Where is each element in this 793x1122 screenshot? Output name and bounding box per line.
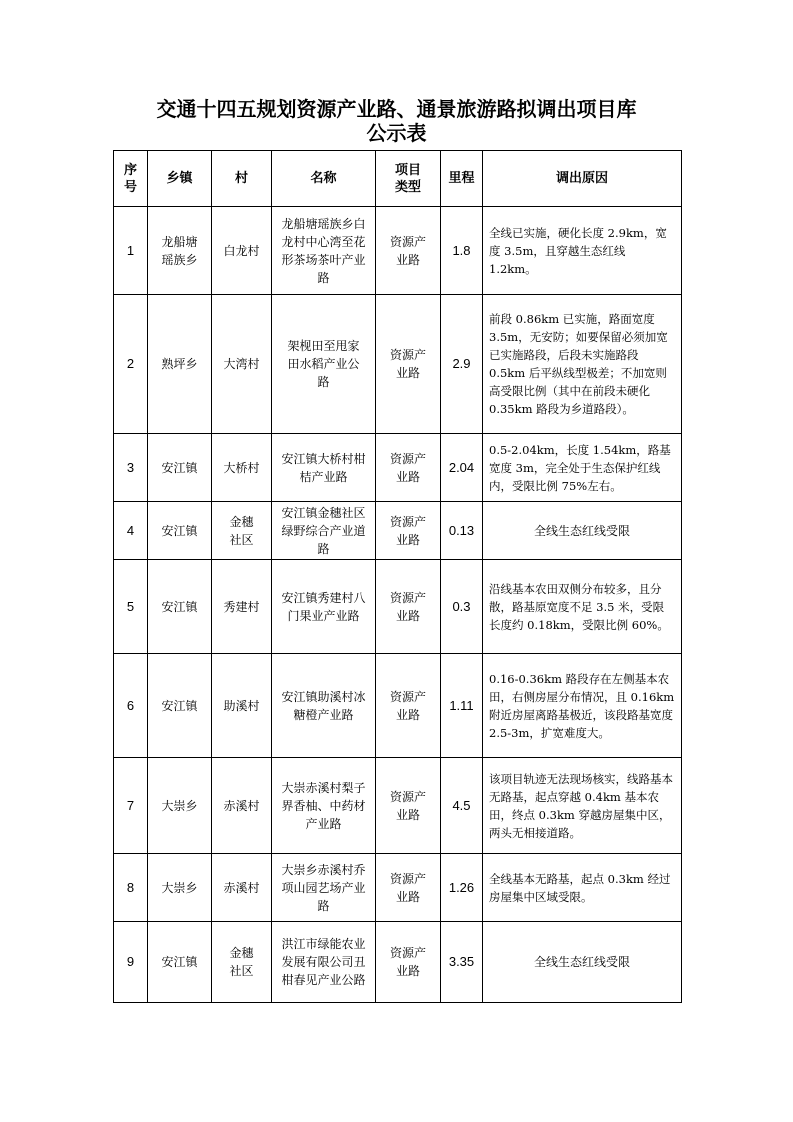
cell-no: 4 bbox=[114, 502, 148, 560]
cell-town: 安江镇 bbox=[148, 502, 212, 560]
cell-town: 安江镇 bbox=[148, 434, 212, 502]
cell-reason: 沿线基本农田双侧分布较多，且分散，路基原宽度不足 3.5 米，受限长度约 0.18km，受限比例 60%。 bbox=[483, 560, 682, 654]
table-row bbox=[114, 434, 682, 502]
cell-name: 架枧田至甩家田水稻产业公路 bbox=[272, 295, 376, 434]
table-row bbox=[114, 854, 682, 922]
cell-type: 资源产业路 bbox=[376, 295, 441, 434]
document-title: 交通十四五规划资源产业路、通景旅游路拟调出项目库 bbox=[156, 97, 637, 121]
cell-reason: 全线生态红线受限 bbox=[483, 502, 682, 560]
cell-type: 资源产业路 bbox=[376, 502, 441, 560]
document-title-line2: 公示表 bbox=[366, 121, 427, 145]
cell-length: 1.8 bbox=[441, 207, 483, 295]
cell-village: 助溪村 bbox=[212, 654, 272, 758]
cell-reason: 该项目轨迹无法现场核实，线路基本无路基，起点穿越 0.4km 基本农田，终点 0.3km 穿越房屋集中区，两头无相接道路。 bbox=[483, 758, 682, 854]
cell-village: 秀建村 bbox=[212, 560, 272, 654]
cell-length: 2.9 bbox=[441, 295, 483, 434]
cell-town: 大崇乡 bbox=[148, 758, 212, 854]
cell-village: 金穗社区 bbox=[212, 922, 272, 1003]
cell-no: 1 bbox=[114, 207, 148, 295]
table-header-row bbox=[114, 151, 682, 207]
cell-name: 大崇赤溪村梨子界香柚、中药材产业路 bbox=[272, 758, 376, 854]
cell-length: 0.3 bbox=[441, 560, 483, 654]
cell-town: 安江镇 bbox=[148, 922, 212, 1003]
header-length: 里程 bbox=[441, 151, 483, 207]
cell-town: 安江镇 bbox=[148, 654, 212, 758]
table-row bbox=[114, 654, 682, 758]
cell-length: 1.26 bbox=[441, 854, 483, 922]
cell-name: 安江镇大桥村柑桔产业路 bbox=[272, 434, 376, 502]
header-town: 乡镇 bbox=[148, 151, 212, 207]
cell-no: 9 bbox=[114, 922, 148, 1003]
cell-town: 安江镇 bbox=[148, 560, 212, 654]
cell-reason: 0.5-2.04km，长度 1.54km，路基宽度 3m，完全处于生态保护红线内，受限比例 75%左右。 bbox=[483, 434, 682, 502]
cell-no: 2 bbox=[114, 295, 148, 434]
cell-type: 资源产业路 bbox=[376, 758, 441, 854]
header-name: 名称 bbox=[272, 151, 376, 207]
cell-village: 赤溪村 bbox=[212, 854, 272, 922]
table-row bbox=[114, 758, 682, 854]
cell-type: 资源产业路 bbox=[376, 207, 441, 295]
cell-name: 洪江市绿能农业发展有限公司丑柑春见产业公路 bbox=[272, 922, 376, 1003]
header-no: 序号 bbox=[114, 151, 148, 207]
cell-no: 8 bbox=[114, 854, 148, 922]
cell-reason: 0.16-0.36km 路段存在左侧基本农田，右侧房屋分布情况，且 0.16km 附近房屋离路基极近，该段路基宽度 2.5-3m，扩宽难度大。 bbox=[483, 654, 682, 758]
cell-length: 3.35 bbox=[441, 922, 483, 1003]
cell-village: 大湾村 bbox=[212, 295, 272, 434]
table-row bbox=[114, 295, 682, 434]
cell-no: 5 bbox=[114, 560, 148, 654]
cell-type: 资源产业路 bbox=[376, 434, 441, 502]
cell-name: 大崇乡赤溪村乔项山园艺场产业路 bbox=[272, 854, 376, 922]
cell-name: 龙船塘瑶族乡白龙村中心湾至花形茶场茶叶产业路 bbox=[272, 207, 376, 295]
cell-town: 熟坪乡 bbox=[148, 295, 212, 434]
table-row bbox=[114, 560, 682, 654]
cell-reason: 全线生态红线受限 bbox=[483, 922, 682, 1003]
cell-town: 大崇乡 bbox=[148, 854, 212, 922]
cell-name: 安江镇助溪村冰糖橙产业路 bbox=[272, 654, 376, 758]
header-type: 项目类型 bbox=[376, 151, 441, 207]
table-row bbox=[114, 922, 682, 1003]
cell-town: 龙船塘瑶族乡 bbox=[148, 207, 212, 295]
header-reason: 调出原因 bbox=[483, 151, 682, 207]
project-table bbox=[113, 150, 682, 1003]
cell-village: 大桥村 bbox=[212, 434, 272, 502]
cell-no: 6 bbox=[114, 654, 148, 758]
cell-village: 金穗社区 bbox=[212, 502, 272, 560]
cell-length: 0.13 bbox=[441, 502, 483, 560]
cell-type: 资源产业路 bbox=[376, 560, 441, 654]
cell-no: 3 bbox=[114, 434, 148, 502]
cell-village: 白龙村 bbox=[212, 207, 272, 295]
cell-reason: 全线基本无路基，起点 0.3km 经过房屋集中区域受限。 bbox=[483, 854, 682, 922]
cell-reason: 全线已实施，硬化长度 2.9km，宽度 3.5m，且穿越生态红线 1.2km。 bbox=[483, 207, 682, 295]
table-row bbox=[114, 502, 682, 560]
cell-name: 安江镇金穗社区绿野综合产业道路 bbox=[272, 502, 376, 560]
cell-length: 1.11 bbox=[441, 654, 483, 758]
cell-name: 安江镇秀建村八门果业产业路 bbox=[272, 560, 376, 654]
header-village: 村 bbox=[212, 151, 272, 207]
cell-type: 资源产业路 bbox=[376, 854, 441, 922]
cell-village: 赤溪村 bbox=[212, 758, 272, 854]
cell-type: 资源产业路 bbox=[376, 654, 441, 758]
cell-reason: 前段 0.86km 已实施，路面宽度 3.5m，无安防；如要保留必须加宽已实施路段，后段未实施路段 0.5km 后平纵线型极差；不加宽则高受限比例（其中在前段未硬化 0.35km 路段为乡道路段）。 bbox=[483, 295, 682, 434]
cell-type: 资源产业路 bbox=[376, 922, 441, 1003]
table-row bbox=[114, 207, 682, 295]
cell-length: 2.04 bbox=[441, 434, 483, 502]
cell-length: 4.5 bbox=[441, 758, 483, 854]
cell-no: 7 bbox=[114, 758, 148, 854]
